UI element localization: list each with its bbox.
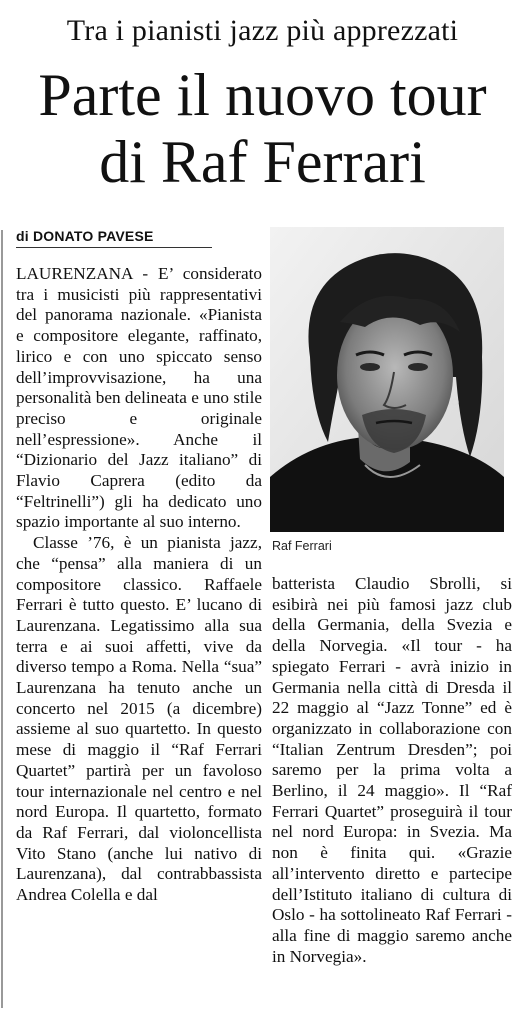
column-rule bbox=[1, 230, 3, 1008]
article-column-1 bbox=[16, 264, 262, 906]
photo-caption: Raf Ferrari bbox=[272, 539, 332, 553]
portrait-illustration bbox=[270, 227, 504, 532]
headline-line-1: Parte il nuovo tour bbox=[38, 62, 487, 128]
byline-prefix: di bbox=[16, 228, 29, 244]
article-paragraph-2: Classe ’76, è un pianista jazz, che “pensa” alla maniera di un compositore classico. Raffaele Ferrari è tutto questo. E’ lucano di Laurenzana. Legatissimo alla sua terra e ai suoi affetti, vive da diverso tempo a Roma. Nella “sua” Laurenzana ha tenuto anche un concerto nel 2015 (a dicembre) assieme al suo quartetto. In questo mese di maggio il “Raf Ferrari Quartet” partirà per un favoloso tour internazionale nel centro e nel nord Europa. Il quartetto, formato da Raf Ferrari, dal violoncellista Vito Stano (anche lui nativo di Laurenzana), dal contrabbassista Andrea Colella e dal bbox=[16, 533, 262, 905]
kicker: Tra i pianisti jazz più apprezzati bbox=[66, 14, 459, 47]
article-column-2 bbox=[272, 574, 512, 967]
headline-line-2: di Raf Ferrari bbox=[99, 129, 426, 195]
article-paragraph-1: LAURENZANA - E’ considerato tra i musicisti più rappresentativi del panorama nazionale. «Pianista e compositore elegante, raffinato, lirico e con uno spiccato senso dell’improvvisazione, ha una personalità ben delineata e uno stile preciso e originale nell’espressione». Anche il “Dizionario del Jazz italiano” di Flavio Caprera (edito da “Feltrinelli”) gli ha dedicato uno spazio importante al suo interno. bbox=[16, 264, 262, 532]
byline bbox=[16, 228, 212, 248]
portrait-photo bbox=[270, 227, 504, 532]
byline-author: DONATO PAVESE bbox=[32, 228, 154, 244]
article-paragraph-3: batterista Claudio Sbrolli, si esibirà nei più famosi jazz club della Germania, della Svezia e della Norvegia. «Il tour - ha spiegato Ferrari - avrà inizio in Germania nella città di Dresda il 22 maggio al “Jazz Tonne” ed è organizzato in collaborazione con “Italian Zentrum Dresden”; poi saremo per la prima volta a Berlino, il 24 maggio». Il “Raf Ferrari Quartet” proseguirà il tour nel nord Europa: in Svezia. Ma non è finita qui. «Grazie all’intervento diretto e partecipe dell’Istituto italiano di cultura di Oslo - ha sottolineato Raf Ferrari - alla fine di maggio saremo anche in Norvegia». bbox=[272, 574, 512, 966]
headline bbox=[0, 62, 525, 196]
